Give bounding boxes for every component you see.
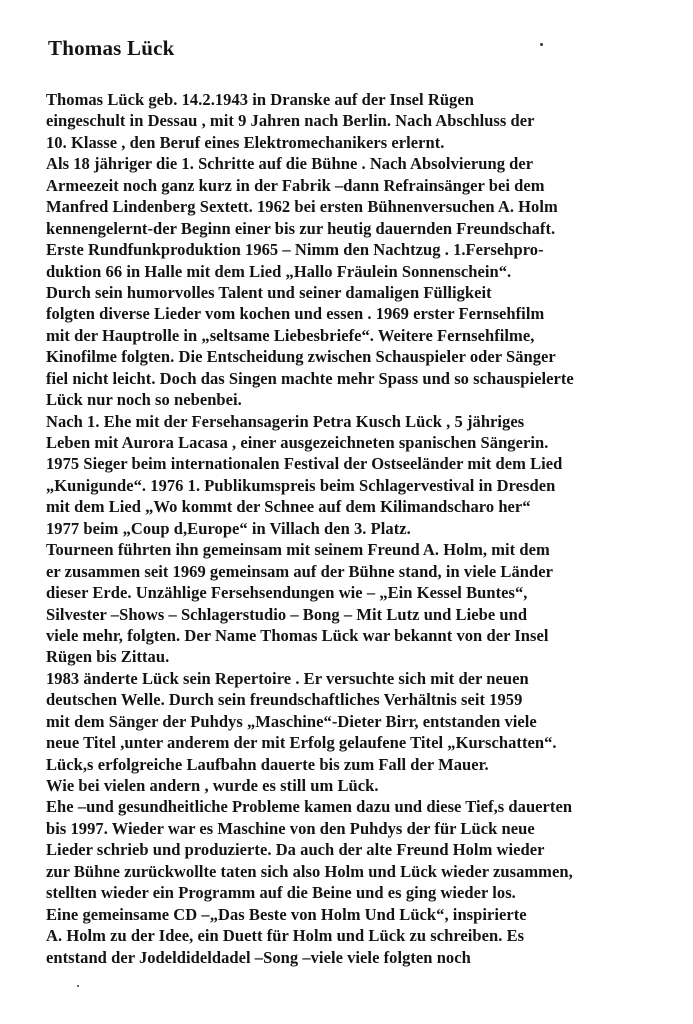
text-line: 1977 beim „Coup d,Europe“ in Villach den 3. Platz. (46, 518, 411, 538)
text-line: Armeezeit noch ganz kurz in der Fabrik –dann Refrainsänger bei dem (46, 175, 545, 195)
text-line: viele mehr, folgten. Der Name Thomas Lück war bekannt von der Insel (46, 625, 549, 645)
text-line: fiel nicht leicht. Doch das Singen machte mehr Spass und so schauspielerte (46, 368, 574, 388)
scan-speck (77, 985, 79, 987)
text-line: zur Bühne zurückwollte taten sich also Holm und Lück wieder zusammen, (46, 861, 573, 881)
text-line: Erste Rundfunkproduktion 1965 – Nimm den Nachtzug . 1.Fersehpro- (46, 240, 544, 260)
text-line: 10. Klasse , den Beruf eines Elektromechanikers erlernt. (46, 132, 445, 152)
text-line: Rügen bis Zittau. (46, 647, 170, 667)
document-body (46, 89, 686, 968)
text-line: Silvester –Shows – Schlagerstudio – Bong – Mit Lutz und Liebe und (46, 604, 528, 624)
text-line: Wie bei vielen andern , wurde es still um Lück. (46, 776, 379, 795)
text-line: Durch sein humorvolles Talent und seiner damaligen Fülligkeit (46, 282, 492, 302)
text-line: folgten diverse Lieder vom kochen und essen . 1969 erster Fernsehfilm (46, 304, 545, 324)
text-line: Lück,s erfolgreiche Laufbahn dauerte bis zum Fall der Mauer. (46, 754, 489, 774)
text-line: Thomas Lück geb. 14.2.1943 in Dranske auf der Insel Rügen (46, 90, 474, 109)
text-line: 1983 änderte Lück sein Repertoire . Er versuchte sich mit der neuen (46, 668, 529, 688)
text-line: Ehe –und gesundheitliche Probleme kamen dazu und diese Tief,s dauerten (46, 797, 573, 817)
text-line: Als 18 jähriger die 1. Schritte auf die Bühne . Nach Absolvierung der (46, 154, 534, 174)
text-line: kennengelernt-der Beginn einer bis zur heutig dauernden Freundschaft. (46, 218, 556, 238)
text-line: stellten wieder ein Programm auf die Beine und es ging wieder los. (46, 883, 516, 903)
text-line: mit dem Sänger der Puhdys „Maschine“-Dieter Birr, entstanden viele (46, 711, 537, 731)
text-line: Manfred Lindenberg Sextett. 1962 bei ersten Bühnenversuchen A. Holm (46, 197, 558, 217)
text-line: mit der Hauptrolle in „seltsame Liebesbriefe“. Weitere Fernsehfilme, (46, 325, 535, 345)
text-line: Tourneen führten ihn gemeinsam mit seinem Freund A. Holm, mit dem (46, 540, 550, 560)
scan-speck (540, 43, 543, 46)
text-line: neue Titel ,unter anderem der mit Erfolg gelaufene Titel „Kurschatten“. (46, 733, 557, 753)
text-line: Kinofilme folgten. Die Entscheidung zwischen Schauspieler oder Sänger (46, 347, 556, 367)
text-line: „Kunigunde“. 1976 1. Publikumspreis beim Schlagervestival in Dresden (46, 475, 556, 495)
text-line: 1975 Sieger beim internationalen Festival der Ostseeländer mit dem Lied (46, 454, 563, 474)
text-line: Eine gemeinsame CD –„Das Beste von Holm Und Lück“, inspirierte (46, 904, 527, 924)
text-line: Nach 1. Ehe mit der Fersehansagerin Petra Kusch Lück , 5 jähriges (46, 411, 525, 431)
text-line: Lück nur noch so nebenbei. (46, 390, 242, 410)
text-line: Leben mit Aurora Lacasa , einer ausgezeichneten spanischen Sängerin. (46, 433, 549, 452)
text-line: entstand der Jodeldideldadel –Song –viele viele folgten noch (46, 947, 471, 967)
text-line: duktion 66 in Halle mit dem Lied „Hallo Fräulein Sonnenschein“. (46, 261, 512, 281)
page-title: Thomas Lück (48, 36, 175, 60)
text-line: eingeschult in Dessau , mit 9 Jahren nach Berlin. Nach Abschluss der (46, 111, 535, 131)
text-line: bis 1997. Wieder war es Maschine von den Puhdys der für Lück neue (46, 818, 535, 838)
text-line: A. Holm zu der Idee, ein Duett für Holm und Lück zu schreiben. Es (46, 926, 525, 946)
text-line: er zusammen seit 1969 gemeinsam auf der Bühne stand, in viele Länder (46, 561, 553, 581)
text-line: dieser Erde. Unzählige Fersehsendungen wie – „Ein Kessel Buntes“, (46, 583, 528, 603)
text-line: deutschen Welle. Durch sein freundschaftliches Verhältnis seit 1959 (46, 690, 523, 710)
text-line: Lieder schrieb und produzierte. Da auch der alte Freund Holm wieder (46, 840, 545, 860)
text-line: mit dem Lied „Wo kommt der Schnee auf dem Kilimandscharo her“ (46, 497, 531, 517)
